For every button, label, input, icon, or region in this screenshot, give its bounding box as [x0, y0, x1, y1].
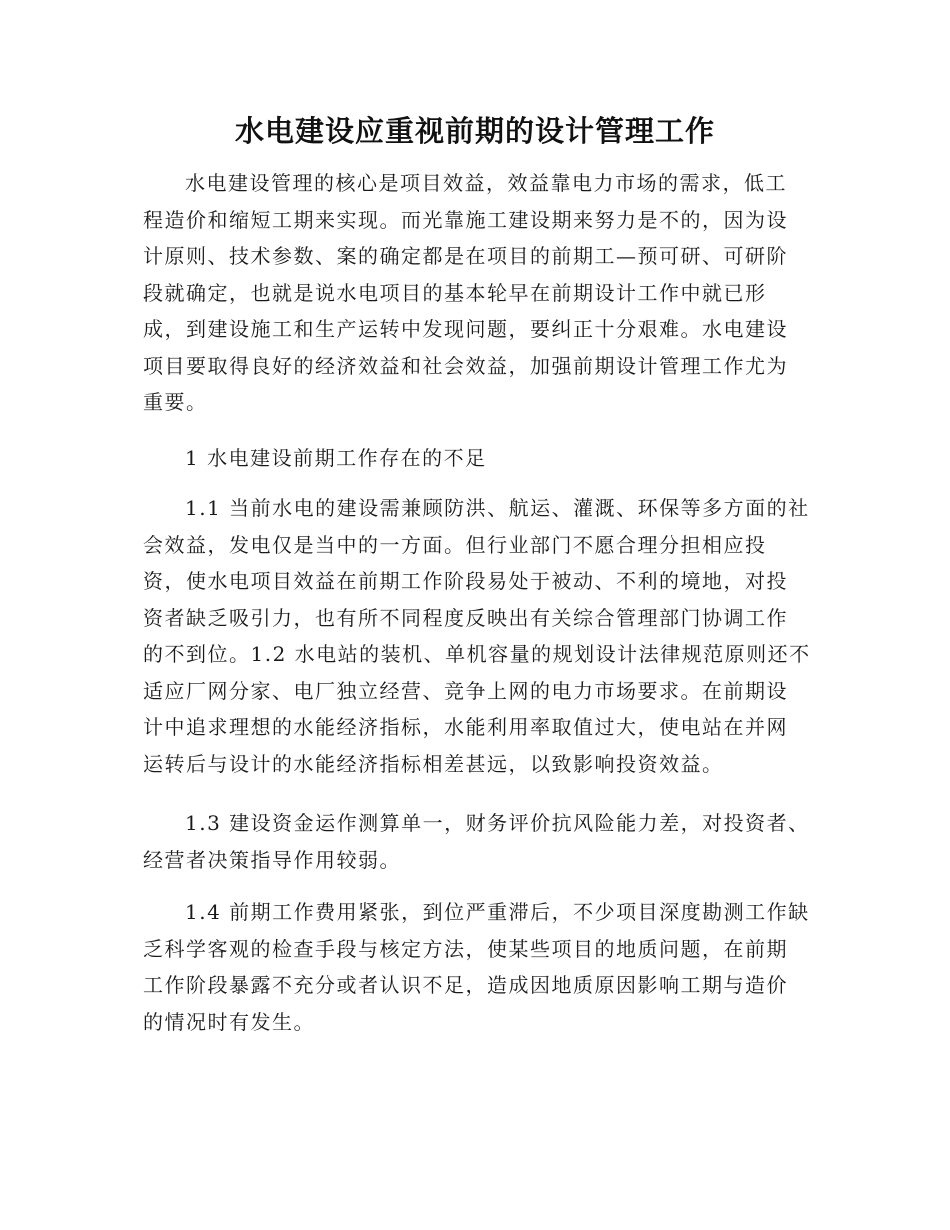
text-line: 1.1 当前水电的建设需兼顾防洪、航运、灌溉、环保等多方面的社: [185, 496, 810, 520]
text-line: 计原则、技术参数、案的确定都是在项目的前期工—预可研、可研阶: [143, 244, 788, 268]
text-line: 经营者决策指导作用较弱。: [143, 847, 401, 872]
section-heading-text: 1 水电建设前期工作存在的不足: [185, 446, 487, 470]
paragraph-intro: [143, 165, 808, 421]
paragraph-1-1: [143, 490, 811, 782]
text-line: 的情况时有发生。: [143, 1009, 315, 1034]
text-line: 会效益，发电仅是当中的一方面。但行业部门不愿合理分担相应投: [143, 532, 767, 557]
text-line: 成，到建设施工和生产运转中发现问题，要纠正十分艰难。水电建设: [143, 317, 788, 341]
text-line: 1.4 前期工作费用紧张，到位严重滞后，不少项目深度勘测工作缺: [185, 900, 810, 924]
paragraph-1-4: [143, 894, 808, 1040]
text-line: 1.3 建设资金运作测算单一，财务评价抗风险能力差，对投资者、: [185, 811, 810, 835]
text-line: 运转后与设计的水能经济指标相差甚远，以致影响投资效益。: [143, 751, 724, 776]
text-line: 计中追求理想的水能经济指标，水能利用率取值过大，使电站在并网: [143, 715, 788, 739]
text-line: 的不到位。1.2 水电站的装机、单机容量的规划设计法律规范原则还不: [143, 642, 811, 666]
section-heading: [143, 440, 808, 477]
text-line: 项目要取得良好的经济效益和社会效益，加强前期设计管理工作尤为: [143, 353, 788, 378]
document-title: 水电建设应重视前期的设计管理工作: [234, 114, 715, 148]
text-line: 程造价和缩短工期来实现。而光靠施工建设期来努力是不的，因为设: [143, 207, 788, 232]
text-line: 适应厂网分家、电厂独立经营、竞争上网的电力市场要求。在前期设: [143, 678, 788, 703]
text-line: 水电建设管理的核心是项目效益，效益靠电力市场的需求，低工: [185, 171, 787, 195]
paragraph-1-3: [143, 805, 808, 878]
text-line: 乏科学客观的检查手段与核定方法，使某些项目的地质问题，在前期: [143, 936, 788, 961]
text-line: 工作阶段暴露不充分或者认识不足，造成因地质原因影响工期与造价: [143, 973, 788, 997]
text-line: 资，使水电项目效益在前期工作阶段易处于被动、不利的境地，对投: [143, 569, 788, 593]
text-line: 资者缺乏吸引力，也有所不同程度反映出有关综合管理部门协调工作: [143, 605, 788, 630]
text-line: 重要。: [143, 390, 208, 414]
text-line: 段就确定，也就是说水电项目的基本轮早在前期设计工作中就已形: [143, 280, 767, 305]
